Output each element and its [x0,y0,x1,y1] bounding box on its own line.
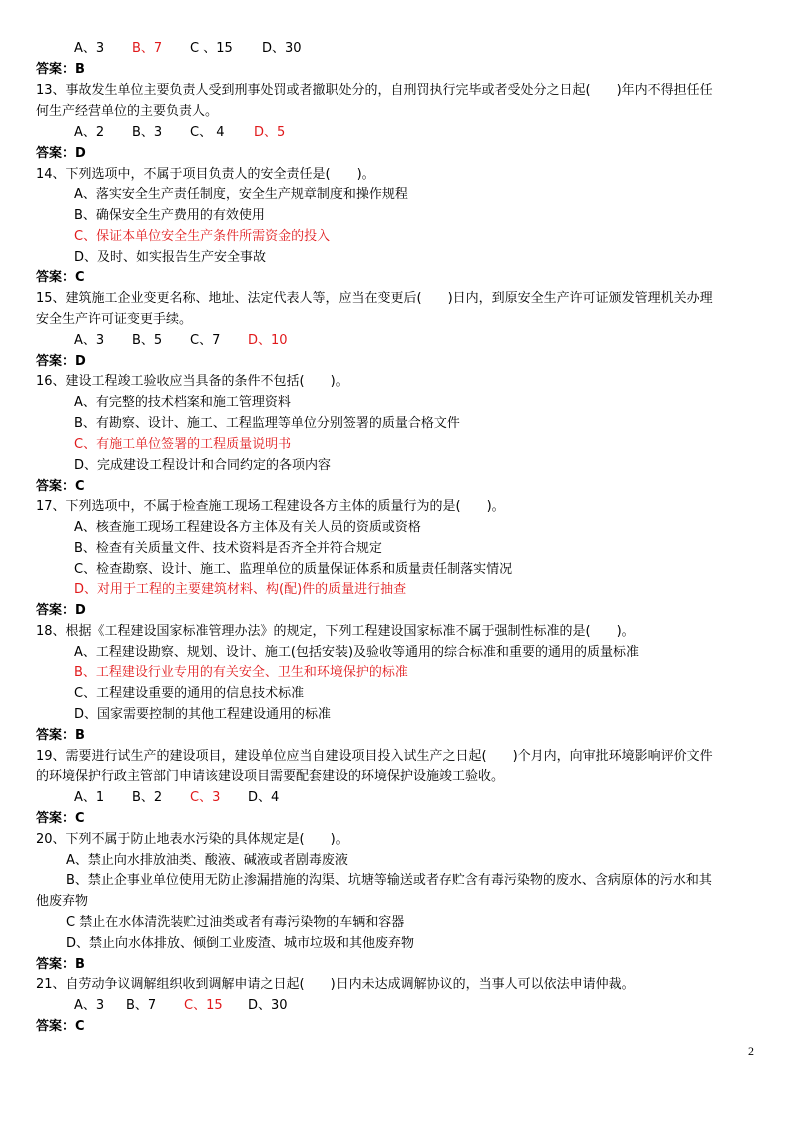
option-b: B、7 [126,998,157,1013]
question-14-option-b: B、确保安全生产费用的有效使用 [74,208,265,223]
question-20-option-a: A、禁止向水排放油类、酸液、碱液或者剧毒废液 [66,853,348,868]
question-13-stem-cont: 何生产经营单位的主要负责人。 [36,104,219,119]
answer-q21: 答案：C [36,1019,85,1034]
option-b: B、7 [132,41,163,56]
question-17-option-c: C、检查勘察、设计、施工、监理单位的质量保证体系和质量责任制落实情况 [74,562,513,577]
option-a: A、2 [74,125,105,140]
answer-q18: 答案：B [36,728,85,743]
question-18-stem: 18、根据《工程建设国家标准管理办法》的规定，下列工程建设国家标准不属于强制性标准的是( )。 [36,624,635,639]
option-d: D、5 [254,125,286,140]
answer-q17: 答案：D [36,603,86,618]
options-row-q12 [74,39,302,59]
question-18-option-a: A、工程建设勘察、规划、设计、施工(包括安装)及验收等通用的综合标准和重要的通用的质量标准 [74,645,640,660]
option-b: B、2 [132,790,163,805]
answer-q20: 答案：B [36,957,85,972]
option-a: A、3 [74,998,105,1013]
answer-q15: 答案：D [36,354,86,369]
option-a: A、3 [74,41,105,56]
question-17-stem: 17、下列选项中，不属于检查施工现场工程建设各方主体的质量行为的是( )。 [36,499,505,514]
options-row-q21 [74,996,288,1016]
answer-q13: 答案：D [36,146,86,161]
answer-q19: 答案：C [36,811,85,826]
option-a: A、3 [74,333,105,348]
option-d: D、10 [248,333,288,348]
question-13-stem: 13、事故发生单位主要负责人受到刑事处罚或者撤职处分的，自刑罚执行完毕或者受处分之日起( )年内不得担任任 [36,83,713,98]
question-19-stem-cont: 的环境保护行政主管部门申请该建设项目需要配套建设的环境保护设施竣工验收。 [36,769,505,784]
question-18-option-c: C、工程建设重要的通用的信息技术标准 [74,686,305,701]
answer-q14: 答案：C [36,270,85,285]
question-16-option-c: C、有施工单位签署的工程质量说明书 [74,437,292,452]
option-b: B、5 [132,333,163,348]
option-c: C、15 [184,998,223,1013]
question-18-option-b: B、工程建设行业专用的有关安全、卫生和环境保护的标准 [74,665,408,680]
question-16-option-a: A、有完整的技术档案和施工管理资料 [74,395,291,410]
question-20-option-b: B、禁止企事业单位使用无防止渗漏措施的沟渠、坑塘等输送或者存贮含有毒污染物的废水、含病原体的污水和其 [66,873,712,888]
option-c: C 、15 [190,41,233,56]
question-16-stem: 16、建设工程竣工验收应当具备的条件不包括( )。 [36,374,349,389]
question-15-stem: 15、建筑施工企业变更名称、地址、法定代表人等，应当在变更后( )日内，到原安全生产许可证颁发管理机关办理 [36,291,713,306]
option-d: D、30 [248,998,288,1013]
option-d: D、30 [262,41,302,56]
question-20-option-b-cont: 他废弃物 [36,894,89,909]
question-14-stem: 14、下列选项中，不属于项目负责人的安全责任是( )。 [36,167,375,182]
question-15-stem-cont: 安全生产许可证变更手续。 [36,312,193,327]
option-a: A、1 [74,790,105,805]
question-14-option-d: D、及时、如实报告生产安全事故 [74,250,267,265]
question-19-stem: 19、需要进行试生产的建设项目，建设单位应当自建设项目投入试生产之日起( )个月内，向审批环境影响评价文件 [36,749,713,764]
answer-q12: 答案：B [36,62,85,77]
answer-q16: 答案：C [36,479,85,494]
option-b: B、3 [132,125,163,140]
question-21-stem: 21、自劳动争议调解组织收到调解申请之日起( )日内未达成调解协议的，当事人可以依法申请仲裁。 [36,977,635,992]
question-16-option-d: D、完成建设工程设计和合同约定的各项内容 [74,458,332,473]
question-20-stem: 20、下列不属于防止地表水污染的具体规定是( )。 [36,832,349,847]
question-14-option-a: A、落实安全生产责任制度，安全生产规章制度和操作规程 [74,187,408,202]
question-14-option-c: C、保证本单位安全生产条件所需资金的投入 [74,229,331,244]
option-c: C、3 [190,790,221,805]
option-d: D、4 [248,790,280,805]
question-17-option-a: A、核查施工现场工程建设各方主体及有关人员的资质或资格 [74,520,421,535]
question-17-option-b: B、检查有关质量文件、技术资料是否齐全并符合规定 [74,541,382,556]
question-17-option-d: D、对用于工程的主要建筑材料、构(配)件的质量进行抽查 [74,582,407,597]
option-c: C、7 [190,333,221,348]
option-c: C、 4 [190,125,225,140]
question-20-option-d: D、禁止向水体排放、倾倒工业废渣、城市垃圾和其他废弃物 [66,936,415,951]
options-row-q19 [74,788,279,808]
question-20-option-c: C 禁止在水体清洗装贮过油类或者有毒污染物的车辆和容器 [66,915,405,930]
question-16-option-b: B、有勘察、设计、施工、工程监理等单位分别签署的质量合格文件 [74,416,460,431]
page-number: 2 [748,1044,754,1058]
question-18-option-d: D、国家需要控制的其他工程建设通用的标准 [74,707,332,722]
options-row-q13 [74,123,285,143]
options-row-q15 [74,331,288,351]
